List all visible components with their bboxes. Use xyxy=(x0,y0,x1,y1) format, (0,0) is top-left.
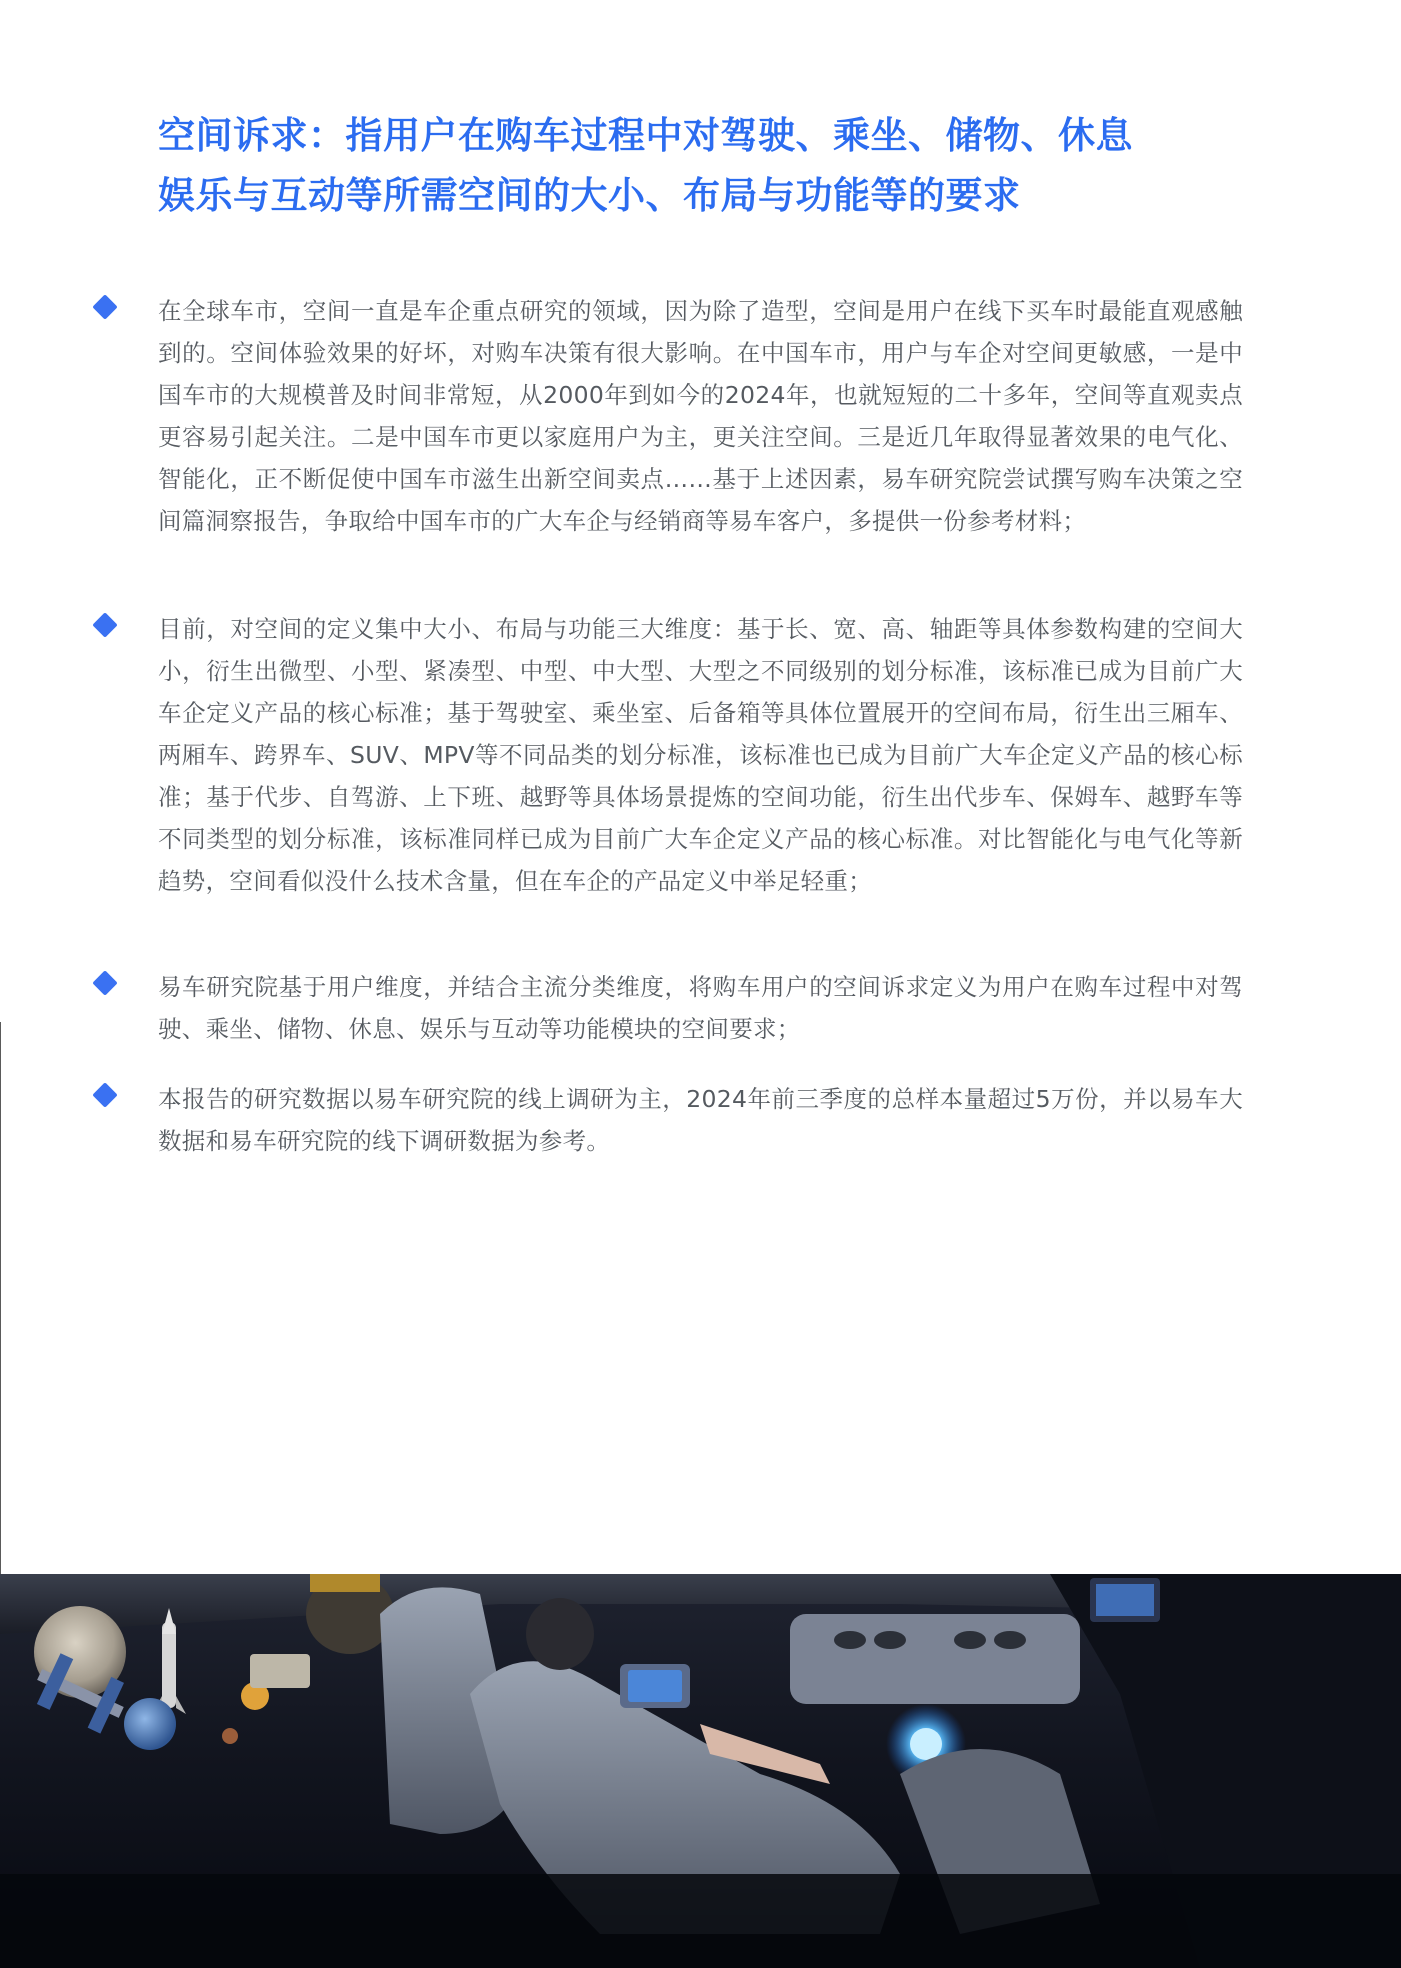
page-title-line-1: 空间诉求：指用户在购车过程中对驾驶、乘坐、储物、休息 xyxy=(158,114,1133,157)
bullet-paragraph: 在全球车市，空间一直是车企重点研究的领域，因为除了造型，空间是用户在线下买车时最能直观感触到的。空间体验效果的好坏，对购车决策有很大影响。在中国车市，用户与车企对空间更敏感，一是中国车市的大规模普及时间非常短，从2000年到如今的2024年，也就短短的二十多年，空间等直观卖点更容易引起关注。二是中国车市更以家庭用户为主，更关注空间。三是近几年取得显著效果的电气化、智能化，正不断促使中国车市滋生出新空间卖点……基于上述因素，易车研究院尝试撰写购车决策之空间篇洞察报告，争取给中国车市的广大车企与经销商等易车客户，多提供一份参考材料； xyxy=(158,297,1243,535)
hero-photo-car-interior xyxy=(0,1574,1401,1968)
diamond-bullet-icon xyxy=(92,612,117,637)
bullet-paragraph: 易车研究院基于用户维度，并结合主流分类维度，将购车用户的空间诉求定义为用户在购车过程中对驾驶、乘坐、储物、休息、娱乐与互动等功能模块的空间要求； xyxy=(158,973,1243,1043)
diamond-bullet-icon xyxy=(92,294,117,319)
diamond-bullet-icon xyxy=(92,1082,117,1107)
page-title-line-2: 娱乐与互动等所需空间的大小、布局与功能等的要求 xyxy=(158,174,1021,217)
bullet-paragraph: 目前，对空间的定义集中大小、布局与功能三大维度：基于长、宽、高、轴距等具体参数构建的空间大小，衍生出微型、小型、紧凑型、中型、中大型、大型之不同级别的划分标准，该标准已成为目前广大车企定义产品的核心标准；基于驾驶室、乘坐室、后备箱等具体位置展开的空间布局，衍生出三厢车、两厢车、跨界车、SUV、MPV等不同品类的划分标准，该标准也已成为目前广大车企定义产品的核心标准；基于代步、自驾游、上下班、越野等具体场景提炼的空间功能，衍生出代步车、保姆车、越野车等不同类型的划分标准，该标准同样已成为目前广大车企定义产品的核心标准。对比智能化与电气化等新趋势，空间看似没什么技术含量，但在车企的产品定义中举足轻重； xyxy=(158,615,1243,895)
planet-model-icon xyxy=(124,1698,176,1750)
toy-truck-icon xyxy=(250,1654,310,1688)
center-console-shape xyxy=(790,1614,1080,1704)
bullet-paragraph: 本报告的研究数据以易车研究院的线上调研为主，2024年前三季度的总样本量超过5万份，并以易车大数据和易车研究院的线下调研数据为参考。 xyxy=(158,1085,1243,1155)
hero-illustration xyxy=(0,1574,1401,1968)
diamond-bullet-icon xyxy=(92,970,117,995)
